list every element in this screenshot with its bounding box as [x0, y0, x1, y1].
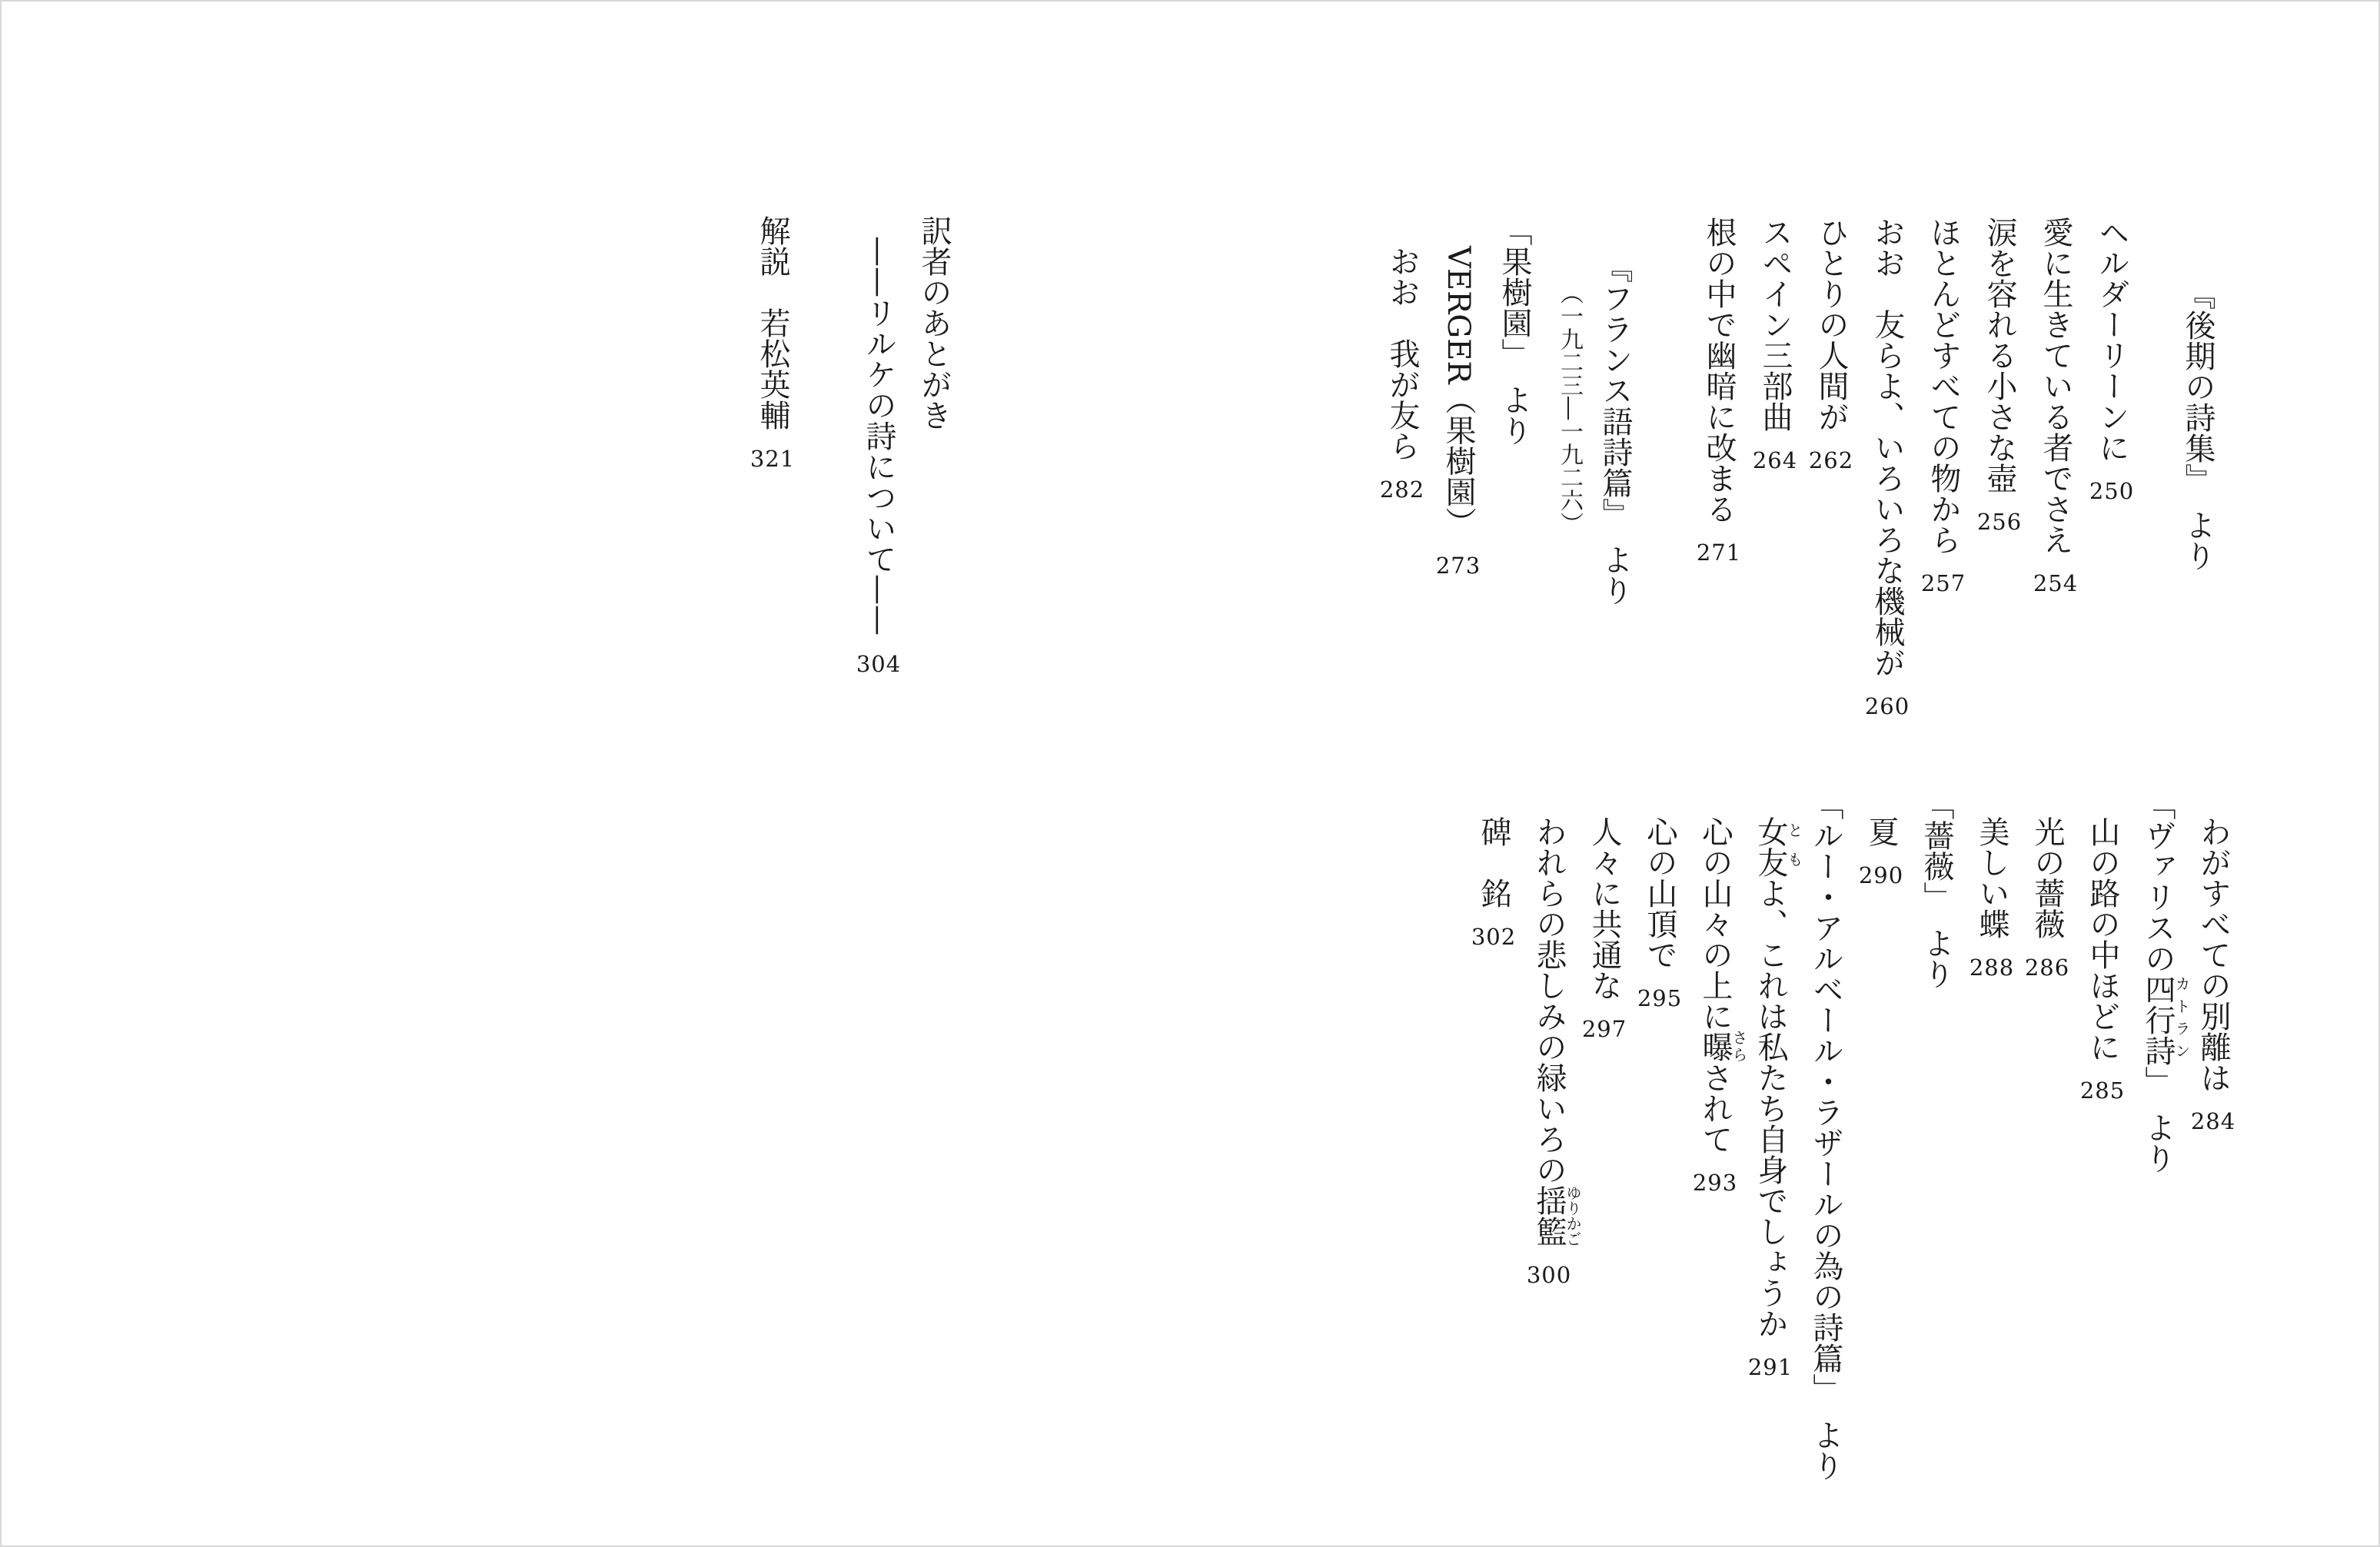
page-number: 271	[1696, 539, 1742, 566]
page-number: 291	[1747, 1354, 1793, 1380]
furigana-tomo: とも	[1785, 822, 1803, 881]
section-title-text: 「果樹園」 より	[1497, 215, 1532, 446]
entry-title: 光の薔薇	[2029, 816, 2065, 939]
entry-title: 根の中で幽暗に改まる	[1701, 217, 1737, 524]
entry-title: 人々に共通な	[1587, 816, 1622, 1001]
entry-title: 心の山々の上に曝されて	[1697, 816, 1733, 1154]
toc-entry-on-rilkes-poetry	[856, 236, 902, 677]
section-title-french-poems	[1597, 252, 1634, 606]
page-number: 273	[1435, 553, 1481, 579]
entry-title: おお 我が友ら	[1384, 246, 1420, 461]
toc-entry-common-to-all-people	[1581, 816, 1627, 1042]
page-number: 260	[1864, 693, 1910, 719]
toc-entry-summer	[1858, 816, 1904, 888]
heading-translators-afterword	[916, 215, 952, 430]
page-number: 262	[1808, 447, 1854, 473]
toc-entry-spanish-trilogy	[1752, 217, 1798, 473]
section-title-les-roses	[1918, 789, 1955, 989]
page-number: 290	[1858, 862, 1904, 888]
page-number: 250	[2089, 478, 2135, 504]
page-number: 302	[1471, 924, 1517, 950]
toc-entry-even-those-living-in-love	[2033, 217, 2079, 596]
page-number: 288	[1969, 954, 2015, 981]
entry-title: 山の路の中ほどに	[2085, 816, 2120, 1062]
toc-entry-green-cradle-of-our-sorrow	[1526, 816, 1572, 1288]
toc-entry-epitaph	[1471, 816, 1517, 950]
entry-title: 心の山頂で	[1642, 816, 1677, 970]
page-number: 300	[1526, 1262, 1572, 1288]
furigana-yurikago: ゆりかご	[1564, 1185, 1582, 1247]
page-number: 321	[750, 446, 796, 472]
section-title-text: 「薔薇」 より	[1919, 789, 1954, 989]
entry-title: スペイン三部曲	[1757, 217, 1793, 432]
toc-entry-o-friends-machines	[1864, 217, 1910, 719]
section-title-text: 「ルー・アルベール・ラザールの為の詩篇」 より	[1808, 789, 1843, 1481]
entry-title: おお 友らよ、いろいろな機械が	[1870, 217, 1905, 678]
toc-entry-a-single-person	[1808, 217, 1854, 473]
page-number: 264	[1752, 447, 1798, 473]
toc-entry-verger	[1435, 246, 1481, 579]
section-title-vergers	[1496, 215, 1533, 446]
subtitle-text: （一九二三―一九二六）	[1556, 281, 1583, 535]
toc-entry-midway-on-mountain-path	[2079, 816, 2126, 1104]
subtitle-years-1923-1926	[1551, 281, 1587, 535]
furigana-catrain: カトラン	[2172, 976, 2191, 1065]
entry-title: VERGER（果樹園）	[1441, 246, 1476, 538]
page-number: 284	[2190, 1108, 2236, 1134]
page-number: 286	[2024, 954, 2070, 981]
page-number: 295	[1637, 985, 1683, 1011]
entry-title: ——リルケの詩について——	[861, 236, 896, 636]
heading-text: 訳者のあとがき	[916, 215, 952, 430]
furigana-sara: さら	[1730, 1030, 1748, 1064]
section-title-text: 『後期の詩集』 より	[2180, 279, 2215, 571]
entry-title: われらの悲しみの緑いろの揺籃	[1531, 816, 1567, 1247]
toc-entry-from-almost-all-things	[1920, 217, 1966, 596]
section-title-quatrains-valaisans	[2139, 789, 2176, 1174]
entry-title: 碑 銘	[1476, 816, 1511, 908]
toc-entry-friend-is-this-ourselves	[1747, 816, 1793, 1380]
entry-title: ヘルダーリーンに	[2094, 217, 2129, 463]
page-number: 285	[2079, 1077, 2126, 1104]
heading-text: 解説 若松英輔	[755, 215, 790, 430]
entry-title: 夏	[1863, 816, 1899, 847]
entry-title: 愛に生きている者でさえ	[2038, 217, 2073, 555]
toc-entry-rose-of-light	[2024, 816, 2070, 981]
page-number: 293	[1692, 1170, 1738, 1196]
toc-entry-at-hearts-summit	[1637, 816, 1683, 1011]
page-number: 254	[2033, 570, 2079, 596]
entry-title: わがすべての別離は	[2196, 816, 2231, 1093]
section-title-poems-for-lou-albert-lasard	[1807, 789, 1844, 1481]
toc-entry-to-holderlin	[2089, 217, 2135, 504]
page-number: 256	[1976, 509, 2023, 535]
section-title-later-poems	[2179, 279, 2216, 571]
entry-title: 美しい蝶	[1974, 816, 2009, 939]
page-number: 257	[1920, 570, 1966, 596]
toc-entry-small-jar-for-tears	[1976, 217, 2023, 535]
entry-title: ほとんどすべての物から	[1926, 217, 1961, 555]
toc-entry-darkening-among-roots	[1696, 217, 1742, 566]
toc-entry-all-my-partings	[2190, 816, 2236, 1134]
toc-entry-exposed-on-hearts-mountains	[1692, 816, 1738, 1196]
entry-title: ひとりの人間が	[1813, 217, 1849, 432]
page-number: 282	[1379, 476, 1425, 503]
toc-entry-beautiful-butterfly	[1969, 816, 2015, 981]
section-title-text: 「ヴァリスの四行詩」 より	[2140, 789, 2176, 1174]
toc-entry-o-my-friends	[1379, 246, 1425, 503]
page-number: 304	[856, 651, 902, 677]
entry-title: 涙を容れる小さな壺	[1982, 217, 2017, 493]
section-title-text: 『フランス語詩篇』 より	[1597, 252, 1633, 606]
page-number: 297	[1581, 1016, 1627, 1042]
entry-title: 女友よ、これは私たち自身でしょうか	[1753, 816, 1788, 1339]
heading-commentary-wakamatsu	[750, 215, 796, 472]
